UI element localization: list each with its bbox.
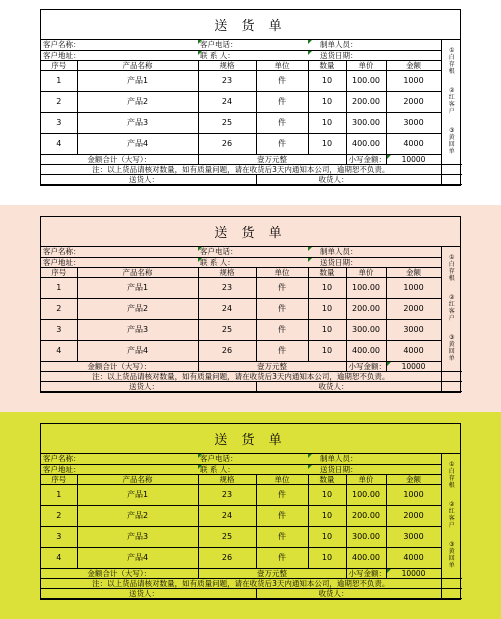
cell-qty[interactable]: 10 xyxy=(308,70,346,91)
col-header: 数量 xyxy=(308,60,346,70)
copy-char: 黄 xyxy=(448,134,455,142)
cell-no[interactable]: 1 xyxy=(41,70,77,91)
copy-char: 户 xyxy=(448,108,455,116)
copy-number: ③ xyxy=(449,127,455,135)
copy-char: 户 xyxy=(448,315,455,323)
table-row xyxy=(41,340,462,361)
cell-spec[interactable]: 25 xyxy=(198,112,256,133)
copy-number: ③ xyxy=(449,541,455,549)
total-upper-label: 金额合计（大写）： xyxy=(41,568,198,578)
col-header: 产品名称 xyxy=(77,60,198,70)
copy-label xyxy=(449,542,455,569)
sender-label: 送货人： xyxy=(41,588,256,598)
cell-qty[interactable]: 10 xyxy=(308,526,346,547)
copy-char: 根 xyxy=(448,482,455,490)
cell-price[interactable]: 200.00 xyxy=(346,298,386,319)
cell-product-name[interactable]: 产品2 xyxy=(77,91,198,112)
col-header: 单位 xyxy=(256,60,308,70)
copy-char: 回 xyxy=(448,348,455,356)
table-row xyxy=(41,133,462,154)
copy-char: 单 xyxy=(448,562,455,570)
cell-no[interactable]: 1 xyxy=(41,277,77,298)
total-upper-label: 金额合计（大写）： xyxy=(41,154,198,164)
cell-no[interactable]: 4 xyxy=(41,547,77,568)
cell-spec[interactable]: 25 xyxy=(198,526,256,547)
total-lower-label: 小写金额： xyxy=(346,361,386,371)
cell-spec[interactable]: 26 xyxy=(198,547,256,568)
cell-price[interactable]: 200.00 xyxy=(346,505,386,526)
cell-unit[interactable]: 件 xyxy=(256,505,308,526)
copy-char: 根 xyxy=(448,275,455,283)
signature-row xyxy=(41,381,462,391)
customer-phone-label[interactable]: 客户电话： xyxy=(198,40,308,50)
cell-spec[interactable]: 26 xyxy=(198,133,256,154)
cell-unit[interactable]: 件 xyxy=(256,526,308,547)
cell-price[interactable]: 100.00 xyxy=(346,484,386,505)
cell-product-name[interactable]: 产品3 xyxy=(77,319,198,340)
customer-phone-label[interactable]: 客户电话： xyxy=(198,454,308,464)
copy-number: ① xyxy=(449,461,455,469)
creator-label[interactable]: 制单人员： xyxy=(308,454,441,464)
total-row xyxy=(41,568,462,578)
copy-label xyxy=(449,128,455,155)
copy-char: 户 xyxy=(448,522,455,530)
cell-no[interactable]: 3 xyxy=(41,112,77,133)
customer-name-label: 客户名称： xyxy=(41,40,198,50)
cell-product-name[interactable]: 产品1 xyxy=(77,277,198,298)
table-header xyxy=(41,474,462,484)
col-header: 数量 xyxy=(308,267,346,277)
cell-qty[interactable]: 10 xyxy=(308,547,346,568)
copy-char: 回 xyxy=(448,141,455,149)
cell-qty[interactable]: 10 xyxy=(308,340,346,361)
cell-amount[interactable]: 3000 xyxy=(386,319,441,340)
delivery-date-label[interactable]: 送货日期： xyxy=(308,50,441,60)
copy-char: 存 xyxy=(448,475,455,483)
copy-char: 客 xyxy=(448,308,455,316)
contact-label[interactable]: 联 系 人： xyxy=(198,464,308,474)
copy-char: 红 xyxy=(448,508,455,516)
cell-spec[interactable]: 23 xyxy=(198,277,256,298)
delivery-date-label[interactable]: 送货日期： xyxy=(308,257,441,267)
copy-number: ③ xyxy=(449,334,455,342)
cell-no[interactable]: 4 xyxy=(41,133,77,154)
note-text: 注：以上货品请核对数量，如有质量问题，请在收货后3天内通知本公司，逾期恕不负责。 xyxy=(41,578,441,588)
cell-product-name[interactable]: 产品2 xyxy=(77,298,198,319)
table-row xyxy=(41,298,462,319)
col-header: 单价 xyxy=(346,474,386,484)
delivery-note-yellow xyxy=(40,423,461,600)
col-header: 单位 xyxy=(256,267,308,277)
receiver-label: 收货人： xyxy=(256,381,441,391)
copy-sidebar xyxy=(441,247,462,371)
cell-amount[interactable]: 2000 xyxy=(386,298,441,319)
copy-label xyxy=(449,88,455,115)
copy-number: ② xyxy=(449,501,455,509)
table-row xyxy=(41,277,462,298)
copy-number: ① xyxy=(449,47,455,55)
form-title: 送 货 单 xyxy=(41,217,460,247)
cell-no[interactable]: 2 xyxy=(41,91,77,112)
address-info-row xyxy=(41,464,462,474)
form-title: 送 货 单 xyxy=(41,424,460,454)
cell-price[interactable]: 400.00 xyxy=(346,547,386,568)
note-text: 注：以上货品请核对数量，如有质量问题，请在收货后3天内通知本公司，逾期恕不负责。 xyxy=(41,164,441,174)
cell-price[interactable]: 300.00 xyxy=(346,112,386,133)
customer-info-row xyxy=(41,40,462,50)
copy-char: 白 xyxy=(448,261,455,269)
delivery-table xyxy=(41,454,462,599)
copy-label xyxy=(449,255,455,282)
col-header: 规格 xyxy=(198,60,256,70)
contact-label[interactable]: 联 系 人： xyxy=(198,50,308,60)
copy-char: 存 xyxy=(448,61,455,69)
copy-sidebar xyxy=(441,454,462,578)
table-row xyxy=(41,505,462,526)
cell-product-name[interactable]: 产品3 xyxy=(77,112,198,133)
signature-row xyxy=(41,174,462,184)
total-lower-label: 小写金额： xyxy=(346,568,386,578)
cell-spec[interactable]: 25 xyxy=(198,319,256,340)
cell-product-name[interactable]: 产品4 xyxy=(77,547,198,568)
cell-price[interactable]: 100.00 xyxy=(346,277,386,298)
cell-product-name[interactable]: 产品3 xyxy=(77,526,198,547)
sidebar-tail xyxy=(441,381,462,391)
col-header: 序号 xyxy=(41,60,77,70)
copy-char: 红 xyxy=(448,94,455,102)
col-header: 产品名称 xyxy=(77,267,198,277)
copy-label xyxy=(449,48,455,75)
copy-sidebar xyxy=(441,40,462,164)
copy-char: 根 xyxy=(448,68,455,76)
table-row xyxy=(41,70,462,91)
copy-char: 客 xyxy=(448,101,455,109)
col-header: 单位 xyxy=(256,474,308,484)
total-lower-value[interactable]: 10000 xyxy=(386,154,441,164)
cell-amount[interactable]: 2000 xyxy=(386,505,441,526)
table-row xyxy=(41,112,462,133)
col-header: 数量 xyxy=(308,474,346,484)
delivery-table xyxy=(41,40,462,185)
copy-char: 黄 xyxy=(448,548,455,556)
customer-info-row xyxy=(41,247,462,257)
cell-unit[interactable]: 件 xyxy=(256,547,308,568)
sender-label: 送货人： xyxy=(41,174,256,184)
total-upper-label: 金额合计（大写）： xyxy=(41,361,198,371)
table-row xyxy=(41,319,462,340)
note-row xyxy=(41,164,462,174)
copy-char: 黄 xyxy=(448,341,455,349)
note-row xyxy=(41,578,462,588)
copy-number: ① xyxy=(449,254,455,262)
cell-unit[interactable]: 件 xyxy=(256,91,308,112)
cell-qty[interactable]: 10 xyxy=(308,112,346,133)
cell-no[interactable]: 1 xyxy=(41,484,77,505)
col-header: 金额 xyxy=(386,60,441,70)
copy-label xyxy=(449,502,455,529)
cell-amount[interactable]: 1000 xyxy=(386,277,441,298)
cell-no[interactable]: 3 xyxy=(41,319,77,340)
cell-no[interactable]: 2 xyxy=(41,298,77,319)
col-header: 序号 xyxy=(41,474,77,484)
copy-char: 单 xyxy=(448,148,455,156)
cell-qty[interactable]: 10 xyxy=(308,298,346,319)
copy-char: 单 xyxy=(448,355,455,363)
cell-product-name[interactable]: 产品4 xyxy=(77,340,198,361)
cell-amount[interactable]: 3000 xyxy=(386,526,441,547)
cell-product-name[interactable]: 产品1 xyxy=(77,484,198,505)
delivery-note-peach xyxy=(40,216,461,393)
customer-address-label: 客户地址： xyxy=(41,50,198,60)
cell-unit[interactable]: 件 xyxy=(256,112,308,133)
cell-spec[interactable]: 23 xyxy=(198,484,256,505)
address-info-row xyxy=(41,257,462,267)
customer-phone-label[interactable]: 客户电话： xyxy=(198,247,308,257)
contact-label[interactable]: 联 系 人： xyxy=(198,257,308,267)
table-row xyxy=(41,547,462,568)
copy-char: 白 xyxy=(448,468,455,476)
col-header: 规格 xyxy=(198,267,256,277)
cell-spec[interactable]: 24 xyxy=(198,91,256,112)
total-lower-label: 小写金额： xyxy=(346,154,386,164)
copy-number: ② xyxy=(449,294,455,302)
cell-no[interactable]: 4 xyxy=(41,340,77,361)
cell-price[interactable]: 100.00 xyxy=(346,70,386,91)
copy-char: 存 xyxy=(448,268,455,276)
cell-price[interactable]: 400.00 xyxy=(346,133,386,154)
cell-price[interactable]: 200.00 xyxy=(346,91,386,112)
cell-qty[interactable]: 10 xyxy=(308,484,346,505)
customer-name-label: 客户名称： xyxy=(41,454,198,464)
sidebar-tail xyxy=(441,174,462,184)
copy-number: ② xyxy=(449,87,455,95)
cell-unit[interactable]: 件 xyxy=(256,277,308,298)
cell-spec[interactable]: 24 xyxy=(198,298,256,319)
customer-address-label: 客户地址： xyxy=(41,464,198,474)
delivery-table xyxy=(41,247,462,392)
cell-qty[interactable]: 10 xyxy=(308,319,346,340)
cell-qty[interactable]: 10 xyxy=(308,133,346,154)
total-row xyxy=(41,154,462,164)
col-header: 规格 xyxy=(198,474,256,484)
table-row xyxy=(41,91,462,112)
cell-amount[interactable]: 4000 xyxy=(386,547,441,568)
delivery-note-white xyxy=(40,9,461,186)
cell-price[interactable]: 400.00 xyxy=(346,340,386,361)
copy-char: 回 xyxy=(448,555,455,563)
cell-unit[interactable]: 件 xyxy=(256,70,308,91)
cell-no[interactable]: 2 xyxy=(41,505,77,526)
sender-label: 送货人： xyxy=(41,381,256,391)
creator-label[interactable]: 制单人员： xyxy=(308,247,441,257)
cell-unit[interactable]: 件 xyxy=(256,340,308,361)
total-upper-value[interactable]: 壹万元整 xyxy=(198,568,346,578)
total-upper-value[interactable]: 壹万元整 xyxy=(198,361,346,371)
copy-label xyxy=(449,295,455,322)
customer-address-label: 客户地址： xyxy=(41,257,198,267)
cell-qty[interactable]: 10 xyxy=(308,91,346,112)
total-lower-value[interactable]: 10000 xyxy=(386,568,441,578)
cell-price[interactable]: 300.00 xyxy=(346,319,386,340)
cell-unit[interactable]: 件 xyxy=(256,319,308,340)
col-header: 金额 xyxy=(386,267,441,277)
note-row xyxy=(41,371,462,381)
cell-qty[interactable]: 10 xyxy=(308,505,346,526)
table-row xyxy=(41,526,462,547)
delivery-date-label[interactable]: 送货日期： xyxy=(308,464,441,474)
copy-char: 红 xyxy=(448,301,455,309)
cell-no[interactable]: 3 xyxy=(41,526,77,547)
cell-amount[interactable]: 1000 xyxy=(386,484,441,505)
table-row xyxy=(41,484,462,505)
address-info-row xyxy=(41,50,462,60)
total-upper-value[interactable]: 壹万元整 xyxy=(198,154,346,164)
form-title: 送 货 单 xyxy=(41,10,460,40)
cell-spec[interactable]: 24 xyxy=(198,505,256,526)
total-row xyxy=(41,361,462,371)
copy-char: 客 xyxy=(448,515,455,523)
cell-spec[interactable]: 23 xyxy=(198,70,256,91)
customer-name-label: 客户名称： xyxy=(41,247,198,257)
col-header: 产品名称 xyxy=(77,474,198,484)
total-lower-value[interactable]: 10000 xyxy=(386,361,441,371)
receiver-label: 收货人： xyxy=(256,174,441,184)
cell-unit[interactable]: 件 xyxy=(256,133,308,154)
copy-char: 白 xyxy=(448,54,455,62)
cell-product-name[interactable]: 产品4 xyxy=(77,133,198,154)
table-header xyxy=(41,267,462,277)
cell-unit[interactable]: 件 xyxy=(256,298,308,319)
cell-amount[interactable]: 4000 xyxy=(386,133,441,154)
cell-amount[interactable]: 2000 xyxy=(386,91,441,112)
note-text: 注：以上货品请核对数量，如有质量问题，请在收货后3天内通知本公司，逾期恕不负责。 xyxy=(41,371,441,381)
sidebar-tail xyxy=(441,588,462,598)
copy-label xyxy=(449,335,455,362)
customer-info-row xyxy=(41,454,462,464)
cell-product-name[interactable]: 产品2 xyxy=(77,505,198,526)
table-header xyxy=(41,60,462,70)
cell-qty[interactable]: 10 xyxy=(308,277,346,298)
col-header: 序号 xyxy=(41,267,77,277)
cell-amount[interactable]: 1000 xyxy=(386,70,441,91)
cell-price[interactable]: 300.00 xyxy=(346,526,386,547)
creator-label[interactable]: 制单人员： xyxy=(308,40,441,50)
receiver-label: 收货人： xyxy=(256,588,441,598)
cell-unit[interactable]: 件 xyxy=(256,484,308,505)
col-header: 单价 xyxy=(346,267,386,277)
signature-row xyxy=(41,588,462,598)
cell-product-name[interactable]: 产品1 xyxy=(77,70,198,91)
col-header: 金额 xyxy=(386,474,441,484)
col-header: 单价 xyxy=(346,60,386,70)
copy-label xyxy=(449,462,455,489)
cell-amount[interactable]: 4000 xyxy=(386,340,441,361)
cell-amount[interactable]: 3000 xyxy=(386,112,441,133)
cell-spec[interactable]: 26 xyxy=(198,340,256,361)
